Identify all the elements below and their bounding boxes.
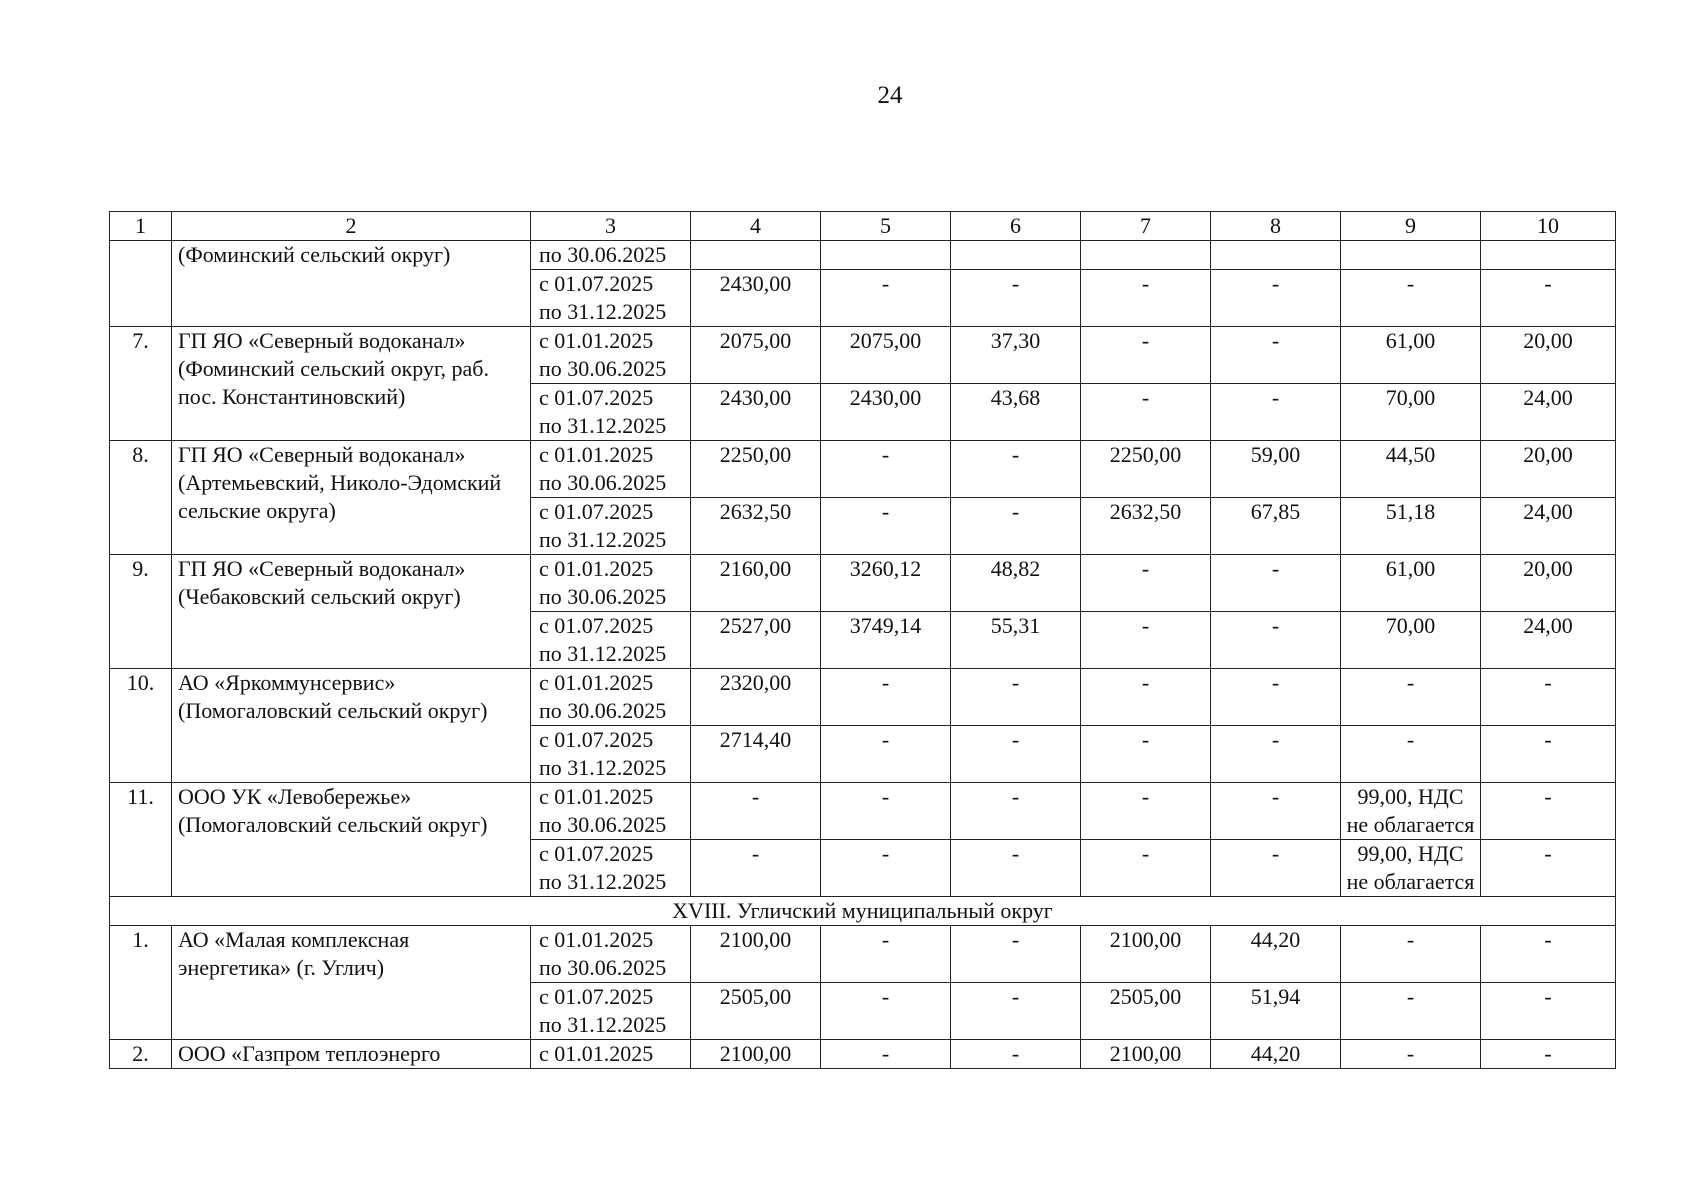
value-cell: 2527,00 [691,612,821,669]
value-cell: - [951,1040,1081,1069]
value-cell: 2075,00 [691,327,821,384]
value-cell [1341,241,1481,270]
tariff-table [109,211,1616,1069]
period-to: по 31.12.2025 [539,299,667,324]
value-cell: 24,00 [1481,612,1616,669]
period-to: по 31.12.2025 [539,869,667,894]
column-number: 1 [110,212,172,241]
value-cell: - [821,498,951,555]
value-cell: - [821,983,951,1040]
value-cell: - [1081,783,1211,840]
period-to: по 30.06.2025 [539,242,667,267]
section-row [110,897,1616,926]
column-number: 6 [951,212,1081,241]
value-cell: 2100,00 [691,926,821,983]
period-cell [531,926,691,983]
value-cell: 2250,00 [1081,441,1211,498]
value-cell: - [1081,612,1211,669]
period-from: с 01.01.2025 [539,556,654,581]
period-cell [531,384,691,441]
value-cell: 51,94 [1211,983,1341,1040]
value-cell: - [1081,840,1211,897]
value-cell: - [1081,270,1211,327]
value-cell: - [1211,327,1341,384]
column-number: 7 [1081,212,1211,241]
value-cell: - [1341,669,1481,726]
column-number: 3 [531,212,691,241]
value-cell [1081,241,1211,270]
value-cell: - [1211,612,1341,669]
org-name-cell: АО «Яркоммунсервис» (Помогаловский сельский округ) [172,669,531,783]
value-cell: 61,00 [1341,555,1481,612]
period-from: с 01.01.2025 [539,927,654,952]
value-cell [691,241,821,270]
value-cell: - [951,983,1081,1040]
value-cell: - [951,726,1081,783]
value-cell: - [1081,669,1211,726]
period-to: по 30.06.2025 [539,470,667,495]
value-cell: - [1211,726,1341,783]
value-cell: - [1081,555,1211,612]
value-cell: - [1341,926,1481,983]
value-cell: - [1081,327,1211,384]
value-cell: - [951,926,1081,983]
period-from: с 01.07.2025 [539,613,654,638]
value-cell: 37,30 [951,327,1081,384]
value-cell: - [821,669,951,726]
org-name-cell: ГП ЯО «Северный водоканал» (Артемьевский, Николо-Эдомский сельские округа) [172,441,531,555]
value-cell: 2430,00 [821,384,951,441]
period-cell [531,612,691,669]
row-number-cell: 8. [110,441,172,555]
column-number: 2 [172,212,531,241]
value-cell: - [951,498,1081,555]
period-cell [531,783,691,840]
value-cell: - [1211,555,1341,612]
column-number: 5 [821,212,951,241]
value-cell: 2100,00 [1081,926,1211,983]
value-cell: - [951,669,1081,726]
column-number: 10 [1481,212,1616,241]
row-number-cell [110,241,172,327]
value-cell: - [1211,669,1341,726]
period-from: с 01.01.2025 [539,670,654,695]
value-cell: 2100,00 [1081,1040,1211,1069]
value-cell: - [1481,726,1616,783]
period-cell [531,555,691,612]
value-cell: - [1341,270,1481,327]
value-cell: 2505,00 [691,983,821,1040]
value-cell: 20,00 [1481,555,1616,612]
section-title: XVIII. Угличский муниципальный округ [110,897,1616,926]
period-cell [531,241,691,270]
row-number-cell: 9. [110,555,172,669]
value-cell: - [821,270,951,327]
value-cell: - [1081,384,1211,441]
org-name-cell: ГП ЯО «Северный водоканал» (Чебаковский сельский округ) [172,555,531,669]
value-cell [1211,241,1341,270]
table-row [110,555,1616,612]
table-row [110,1040,1616,1069]
value-cell: - [1211,783,1341,840]
period-from: с 01.01.2025 [539,784,654,809]
period-from: с 01.01.2025 [539,442,654,467]
period-cell [531,840,691,897]
period-to: по 31.12.2025 [539,755,667,780]
value-cell: 20,00 [1481,441,1616,498]
value-cell: 51,18 [1341,498,1481,555]
value-cell: 44,20 [1211,1040,1341,1069]
period-from: с 01.07.2025 [539,385,654,410]
value-cell: 2430,00 [691,270,821,327]
row-number-cell: 10. [110,669,172,783]
table-row [110,926,1616,983]
value-cell [951,241,1081,270]
period-from: с 01.01.2025 [539,1041,654,1066]
value-cell: 2160,00 [691,555,821,612]
value-cell: - [1211,384,1341,441]
row-number-cell: 1. [110,926,172,1040]
column-number: 8 [1211,212,1341,241]
value-cell: - [1481,840,1616,897]
value-cell: 20,00 [1481,327,1616,384]
period-cell [531,327,691,384]
row-number-cell: 7. [110,327,172,441]
value-cell: - [951,270,1081,327]
table-row [110,441,1616,498]
value-cell: 70,00 [1341,384,1481,441]
value-cell: - [951,441,1081,498]
value-cell: 55,31 [951,612,1081,669]
table-row [110,327,1616,384]
period-to: по 30.06.2025 [539,356,667,381]
period-cell [531,726,691,783]
value-cell: - [1481,270,1616,327]
value-cell: 2100,00 [691,1040,821,1069]
table-row [110,669,1616,726]
period-to: по 31.12.2025 [539,527,667,552]
period-from: с 01.07.2025 [539,841,654,866]
value-cell: - [1481,783,1616,840]
value-cell: 48,82 [951,555,1081,612]
table-row [110,783,1616,840]
period-cell [531,983,691,1040]
value-cell: - [951,840,1081,897]
value-cell: - [1341,1040,1481,1069]
value-cell: 61,00 [1341,327,1481,384]
header-row [110,212,1616,241]
org-name-cell: АО «Малая комплексная энергетика» (г. Углич) [172,926,531,1040]
period-to: по 31.12.2025 [539,641,667,666]
period-from: с 01.07.2025 [539,499,654,524]
table-row [110,241,1616,270]
value-cell: - [821,840,951,897]
value-cell: 3749,14 [821,612,951,669]
value-cell: - [1211,840,1341,897]
value-cell: 2250,00 [691,441,821,498]
period-to: по 31.12.2025 [539,1012,667,1037]
period-from: с 01.07.2025 [539,727,654,752]
period-to: по 30.06.2025 [539,698,667,723]
value-cell: - [691,783,821,840]
value-cell: 59,00 [1211,441,1341,498]
value-cell: - [821,1040,951,1069]
value-cell: 70,00 [1341,612,1481,669]
org-name-cell: (Фоминский сельский округ) [172,241,531,327]
value-cell: - [1081,726,1211,783]
value-cell: 2430,00 [691,384,821,441]
period-cell [531,669,691,726]
value-cell: 67,85 [1211,498,1341,555]
value-cell: 3260,12 [821,555,951,612]
value-cell: 24,00 [1481,384,1616,441]
value-cell: 44,20 [1211,926,1341,983]
value-cell: 2320,00 [691,669,821,726]
value-cell: - [821,783,951,840]
period-cell [531,1040,691,1069]
value-cell [821,241,951,270]
period-cell [531,441,691,498]
value-cell: - [1481,1040,1616,1069]
page-number: 24 [877,82,903,109]
table-body [110,212,1616,1069]
note-cell: 99,00, НДС не облагается [1341,783,1481,840]
value-cell: 43,68 [951,384,1081,441]
value-cell: - [1341,726,1481,783]
period-cell [531,270,691,327]
value-cell: 44,50 [1341,441,1481,498]
value-cell: 2632,50 [691,498,821,555]
period-to: по 30.06.2025 [539,955,667,980]
period-from: с 01.07.2025 [539,271,654,296]
value-cell: 2075,00 [821,327,951,384]
value-cell: 24,00 [1481,498,1616,555]
value-cell: - [821,441,951,498]
value-cell: - [951,783,1081,840]
row-number-cell: 11. [110,783,172,897]
row-number-cell: 2. [110,1040,172,1069]
value-cell: - [1341,983,1481,1040]
org-name-cell: ООО «Газпром теплоэнерго [172,1040,531,1069]
org-name-cell: ГП ЯО «Северный водоканал» (Фоминский сельский округ, раб. пос. Константиновский) [172,327,531,441]
value-cell: 2632,50 [1081,498,1211,555]
value-cell: - [821,926,951,983]
value-cell: - [1481,669,1616,726]
period-to: по 30.06.2025 [539,812,667,837]
value-cell: 2714,40 [691,726,821,783]
period-cell [531,498,691,555]
value-cell [1481,241,1616,270]
org-name-cell: ООО УК «Левобережье» (Помогаловский сельский округ) [172,783,531,897]
note-cell: 99,00, НДС не облагается [1341,840,1481,897]
period-from: с 01.07.2025 [539,984,654,1009]
column-number: 9 [1341,212,1481,241]
value-cell: - [1211,270,1341,327]
value-cell: - [1481,926,1616,983]
value-cell: 2505,00 [1081,983,1211,1040]
column-number: 4 [691,212,821,241]
period-to: по 30.06.2025 [539,584,667,609]
value-cell: - [1481,983,1616,1040]
period-to: по 31.12.2025 [539,413,667,438]
value-cell: - [821,726,951,783]
value-cell: - [691,840,821,897]
period-from: с 01.01.2025 [539,328,654,353]
